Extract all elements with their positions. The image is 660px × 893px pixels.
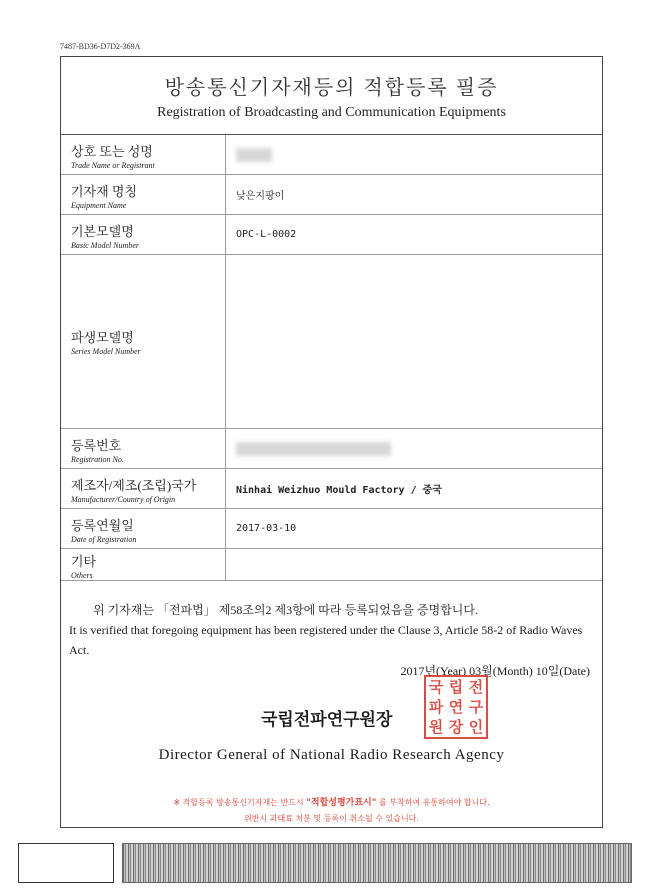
value-trade-name [236,135,272,174]
notice-highlight: "적합성평가표시" [306,798,377,808]
row-manufacturer [61,469,602,509]
official-seal-stamp: 국 립 전 파 연 구 원 장 인 [424,675,488,739]
row-others [61,549,602,581]
row-basic-model [61,215,602,255]
label-others-en: Others [71,571,93,580]
label-series-model-ko: 파생모델명 [71,330,134,345]
notice-line-1 [61,795,602,811]
redacted-code-box [18,843,114,883]
label-registration-no-en: Registration No. [71,455,124,464]
agency-name-english: Director General of National Radio Research Agency [158,747,505,763]
value-equipment-name: 낮은지팡이 [236,191,285,202]
statement-korean: 위 기자재는 「전파법」 제58조의2 제3항에 따라 등록되었음을 증명합니다. [93,603,478,617]
value-registration-no [236,429,391,468]
usage-notice [61,795,602,827]
notice-text-2: 를 부착하여 유통하여야 합니다. [378,798,490,807]
row-registration-no [61,429,602,469]
certificate-frame [60,56,603,828]
certificate-title-korean: 방송통신기자재등의 적합등록 필증 [164,77,499,99]
label-registration-date-en: Date of Registration [71,535,137,544]
label-equipment-name-ko: 기자재 명칭 [71,184,138,199]
label-registration-date-ko: 등록연월일 [71,518,134,533]
notice-line-2: 위반시 과태료 처분 및 등록이 취소될 수 있습니다. [244,814,419,823]
redacted-registration-no [236,442,391,456]
label-manufacturer-ko: 제조자/제조(조립)국가 [71,478,197,493]
label-manufacturer-en: Manufacturer/Country of Origin [71,495,176,504]
issue-date: 2017년(Year) 03월(Month) 10일(Date) [400,664,590,678]
label-registration-no-ko: 등록번호 [71,438,122,453]
row-series-model [61,255,602,429]
value-manufacturer: Ninhai Weizhuo Mould Factory / 중국 [236,485,442,496]
redacted-trade-name [236,148,272,162]
row-trade-name [61,135,602,175]
row-registration-date [61,509,602,549]
label-basic-model-ko: 기본모델명 [71,224,134,239]
value-registration-date: 2017-03-10 [236,523,297,534]
agency-name-korean: 국립전파연구원장 [261,710,393,729]
barcode-strip [122,843,632,883]
registration-table [61,134,602,581]
notice-text-1: ※ 적합등록 방송통신기자재는 반드시 [173,798,304,807]
certificate-title-english: Registration of Broadcasting and Communication Equipments [157,105,506,120]
label-series-model-en: Series Model Number [71,347,141,356]
label-others-ko: 기타 [71,554,97,569]
label-trade-name-ko: 상호 또는 성명 [71,144,153,159]
label-basic-model-en: Basic Model Number [71,241,139,250]
label-trade-name-en: Trade Name or Registrant [71,161,155,170]
label-equipment-name-en: Equipment Name [71,201,127,210]
value-basic-model: OPC-L-0002 [236,229,297,240]
document-id: 7487-BD36-D7D2-369A [60,42,141,51]
statement-english: It is verified that foregoing equipment has been registered under the Clause 3, Article 58-2 of Radio Waves Act. [69,623,583,657]
row-equipment-name [61,175,602,215]
